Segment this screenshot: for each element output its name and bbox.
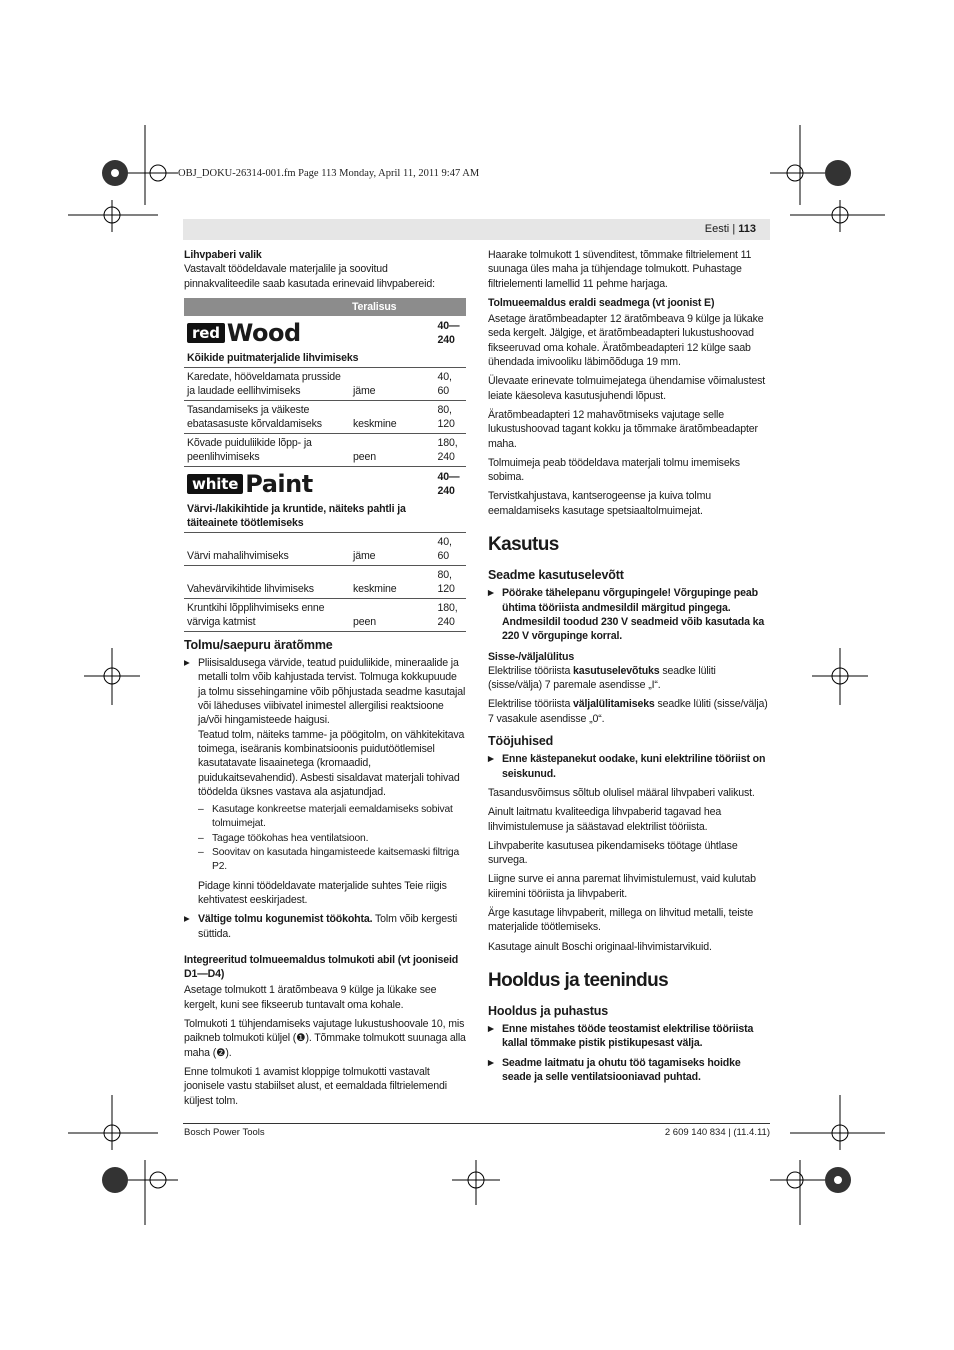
table-cell-grade: jäme (350, 367, 435, 400)
work-p1: Tasandusvõimsus sõltub olulisel määral lihvpaberi valikust. (488, 786, 755, 799)
right-column (488, 248, 770, 1089)
table-cell-desc: Karedate, hööveldamata prusside ja laudade eellihvimiseks (184, 367, 350, 400)
header-language: Eesti (704, 223, 730, 235)
table-cell-desc: Tasandamiseks ja väikeste ebatasasuste kõrvaldamiseks (184, 400, 350, 433)
print-header: OBJ_DOKU-26314-001.fm Page 113 Monday, April 11, 2011 9:47 AM (178, 168, 480, 179)
dust-dash-2: – Tagage töökohas hea ventilatsioon. (198, 832, 466, 846)
section-title-kasutus: Kasutus (488, 534, 559, 556)
paint-range: 40—240 (437, 470, 460, 497)
dust-bullet-1-p2: Teatud tolm, näiteks tamme- ja pöögitolm, on vähkitekitava toimega, iseäranis kombinatsioonis puidutöötlemisel kasutatavate lisaainetega (kromaadid, puidukaitsevahendid). Asbesti sisaldavat materjali tohivad töödelda üksnes vastava ala asjatundjad. (198, 728, 465, 798)
table-cell-grade: peen (350, 598, 435, 631)
work-p3: Lihvpaberite kasutusea pikendamiseks töötage ühtlase survega. (488, 839, 738, 867)
switch-on-bold: kasutuselevõtuks (573, 664, 660, 677)
red-wood-logo (187, 318, 432, 347)
table-cell-desc: Värvi mahalihvimiseks (184, 532, 350, 565)
switch-heading: Sisse-/väljalülitus (488, 650, 575, 663)
switch-off-2: seadke lüliti (sisse/välja) 7 vasakule asendisse „0“. (488, 698, 768, 725)
integrated-p3: Enne tolmukoti 1 avamist kloppige tolmukotti vastavalt joonisele vastu stabiilset alust, et eemaldada filtrielemendi küljest tolm. (184, 1065, 447, 1107)
table-cell-grit: 40, 60 (435, 532, 466, 565)
paint-word: Paint (245, 469, 313, 498)
footer-rule (183, 1123, 770, 1124)
table-cell-grit: 40, 60 (435, 367, 466, 400)
footer-left: Bosch Power Tools (184, 1127, 265, 1138)
switch-off-1: Elektrilise tööriista (488, 698, 574, 711)
white-paint-logo (187, 469, 432, 498)
table-header: Teralisus (350, 298, 466, 316)
integrated-heading: Integreeritud tolmueemaldus tolmukoti abil (vt jooniseid D1—D4) (184, 953, 459, 981)
header-page-number: 113 (738, 223, 756, 235)
dust-bullet-1-p3: Pidage kinni töödeldavate materjalide suhtes Teie riigis kehtivatest eeskirjadest. (198, 879, 447, 906)
external-p3: Äratõmbeadapteri 12 mahavõtmiseks vajutage selle lukustushoovad tagant kokku ja tõmmake äratõmbeadapter maha. (488, 408, 758, 450)
dust-bullet-2-bold: Vältige tolmu kogunemist töökohta. (198, 913, 373, 926)
table-cell-grit: 180, 240 (435, 433, 466, 466)
switch-off-bold: väljalülitamiseks (573, 698, 655, 711)
dust-bullet-2-rest: Tolm võib kergesti süttida. (198, 913, 458, 940)
left-column (184, 248, 466, 1113)
dust-heading: Tolmu/saepuru äratõmme (184, 637, 333, 652)
startup-bullet: ▶ Pöörake tähelepanu võrgupingele! Võrgupinge peab ühtima tööriista andmesildil märgitud pingega. Andmesildil toodud 230 V seadmeid võib kasutada ka 220 V võrgupinge korral. (488, 586, 770, 643)
red-badge: red (187, 323, 225, 343)
integrated-p1: Asetage tolmukott 1 äratõmbeava 9 külge ja lükake see kergelt, kuni see fikseerub tuntavalt oma kohale. (184, 984, 437, 1011)
page-header-bar (183, 219, 770, 240)
sandpaper-heading: Lihvpaberi valik (184, 249, 262, 261)
table-cell-grit: 80, 120 (435, 400, 466, 433)
integrated-p2: Tolmukoti 1 tühjendamiseks vajutage lukustushoovale 10, mis paikneb tolmukoti küljel (❶). Tõmmake tolmukott suunaga alla maha (❷). (184, 1018, 466, 1059)
page-header: Eesti | 113 (704, 223, 756, 235)
dust-dash-3: – Soovitav on kasutada hingamisteede kaitsemaski filtriga P2. (198, 846, 466, 875)
external-p4: Tolmuimeja peab töödeldava materjali tolmu imemiseks sobima. (488, 456, 740, 484)
table-cell-desc: Vahevärvikihtide lihvimiseks (184, 565, 350, 598)
table-cell-desc: Kruntkihi lõpplihvimiseks enne värviga katmist (184, 598, 350, 631)
switch-off-text (488, 697, 770, 726)
maint-bullet-2: ▶ Seadme laitmatu ja ohutu töö tagamiseks hoidke seade ja selle ventilatsiooniavad puhtad. (488, 1056, 770, 1085)
sandpaper-intro: Vastavalt töödeldavale materjalile ja soovitud pinnakvaliteedile saab kasutada erinevaid lihvpabereid: (184, 263, 435, 290)
external-heading: Tolmueemaldus eraldi seadmega (vt joonist E) (488, 296, 715, 309)
external-p1: Asetage äratõmbeadapter 12 äratõmbeava 9 külge ja lükake seda kergelt. Jälgige, et äratõmbeadapteri lukustushoovad fikseeruvad oma kohale. Äratõmbeadapteri 12 külge saab ühendada imivooliku läbimõõduga 19 mm. (488, 313, 764, 369)
section-title-hooldus: Hooldus ja teenindus (488, 969, 669, 991)
wood-caption: Kõikide puitmaterjalide lihvimiseks (187, 351, 359, 364)
table-cell-grade: jäme (350, 532, 435, 565)
switch-on-1: Elektrilise tööriista (488, 664, 574, 677)
dust-bullet-1 (184, 656, 466, 907)
switch-on-text (488, 664, 770, 693)
white-badge: white (187, 474, 243, 494)
footer-right: 2 609 140 834 | (11.4.11) (664, 1127, 770, 1138)
table-cell-grit: 80, 120 (435, 565, 466, 598)
work-p5: Ärge kasutage lihvpaberit, millega on lihvitud metalli, teiste materjalide töötlemiseks. (488, 906, 754, 934)
dust-bullet-2 (184, 912, 466, 941)
table-cell-grit: 180, 240 (435, 598, 466, 631)
paint-caption: Värvi-/lakikihtide ja kruntide, näiteks pahtli ja täiteainete töötlemiseks (187, 502, 406, 529)
work-bullet: ▶ Enne kästepanekut oodake, kuni elektriline tööriist on seiskunud. (488, 752, 770, 781)
table-cell-grade: peen (350, 433, 435, 466)
dust-dash-1: – Kasutage konkreetse materjali eemaldamiseks sobivat tolmuimejat. (198, 803, 466, 832)
wood-word: Wood (226, 318, 301, 347)
external-p2: Ülevaate erinevate tolmuimejatega ühendamise võimalustest leiate käesoleva kasutusjuhendi lõpust. (488, 375, 766, 402)
table-cell-desc: Kõvade puiduliikide lõpp- ja peenlihvimiseks (184, 433, 350, 466)
maint-heading: Hooldus ja puhastus (488, 1003, 609, 1018)
maint-bullet-1: ▶ Enne mistahes tööde teostamist elektrilise tööriista kallal tõmmake pistik pistikupesast välja. (488, 1022, 770, 1051)
work-p2: Ainult laitmatu kvaliteediga lihvpaberid tagavad hea lihvimistulemuse ja säästavad elektrilist tööriista. (488, 806, 722, 833)
table-cell-grade: keskmine (350, 565, 435, 598)
work-p4: Liigne surve ei anna paremat lihvimistulemust, vaid kulutab kiiremini tööriista ja lihvpaberit. (488, 873, 756, 900)
table-cell-grade: keskmine (350, 400, 435, 433)
external-p5: Tervistkahjustava, kantserogeense ja kuiva tolmu eemaldamiseks kasutage spetsiaaltolmuimejat. (488, 490, 712, 517)
startup-heading: Seadme kasutuselevõtt (488, 568, 624, 583)
wood-range: 40—240 (437, 319, 460, 346)
sandpaper-table (184, 298, 466, 632)
work-heading: Tööjuhised (488, 734, 554, 749)
work-p6: Kasutage ainult Boschi originaal-lihvimistarvikuid. (488, 940, 712, 953)
switch-on-2: seadke lüliti (sisse/välja) 7 paremale asendisse „I“. (488, 664, 716, 692)
dust-empty-text: Haarake tolmukott 1 süvenditest, tõmmake filtrielement 11 suunaga üles maha ja tühjendage tolmukott. Puhastage filtrielementi lamellid 11 pehme harjaga. (488, 249, 752, 290)
dust-bullet-1-p1: ▶ Pliisisaldusega värvide, teatud puiduliikide, mineraalide ja metalli tolm võib kahjustada tervist. Tolmuga kokkupuude ja tolmu sissehingamine võib põhjustada seadme kasutajal või läheduses viibivatel inimestel allergilisi reaktsioone ja/või hingamisteede haigusi. (198, 657, 466, 727)
